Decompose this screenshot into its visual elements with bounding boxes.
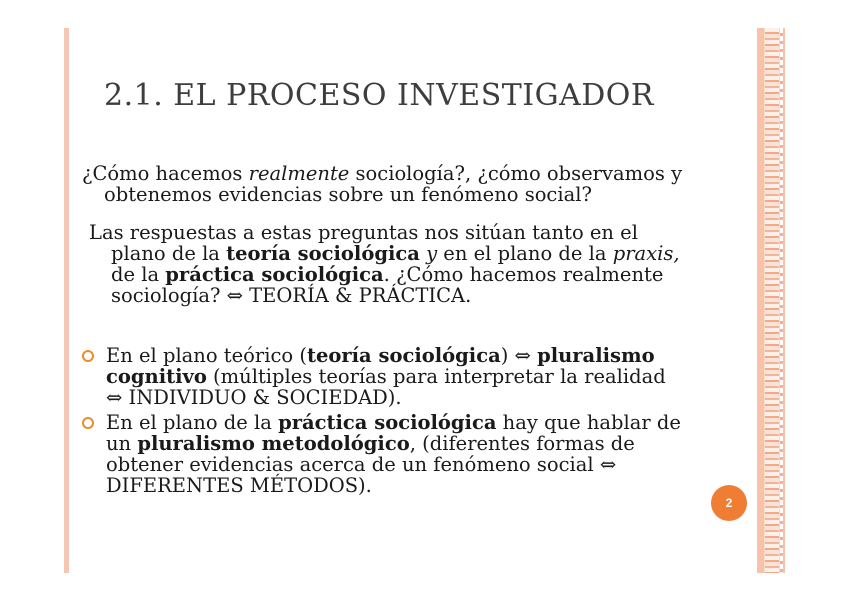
b1-mid: ) ⇔: [500, 344, 538, 367]
p1-italic: realmente: [248, 162, 350, 185]
p2-l2-pre: plano de la: [111, 242, 227, 265]
bullet-item-practice: [80, 412, 760, 496]
p2-l2-y: y: [419, 242, 438, 265]
left-decorative-rule: [64, 28, 69, 573]
right-decorative-band: [757, 28, 785, 573]
bullet-ring-icon: [82, 417, 94, 429]
bullet-list: [80, 345, 760, 500]
bullet-item-theory: [80, 345, 760, 408]
b2-line4: DIFERENTES MÉTODOS).: [106, 474, 372, 497]
p2-line2: [89, 243, 754, 264]
b1-line2: [106, 366, 760, 387]
p2-l3-post: . ¿Cómo hacemos realmente: [383, 263, 664, 286]
b2-line3: obtener evidencias acerca de un fenómeno social ⇔: [106, 453, 617, 476]
p2-l3-pre: de la: [111, 263, 166, 286]
b1-bold2: pluralismo: [537, 344, 655, 367]
p2-l3-bold: práctica sociológica: [165, 263, 384, 286]
p2-l2-bold: teoría sociológica: [226, 242, 420, 265]
question-paragraph: [82, 163, 752, 205]
p2-line3: [89, 264, 754, 285]
b1-bold1: teoría sociológica: [306, 344, 501, 367]
bullet-ring-icon: [82, 350, 94, 362]
p1-pre: ¿Cómo hacemos: [82, 162, 249, 185]
b1-bold3: cognitivo: [106, 365, 207, 388]
p1-post: sociología?, ¿cómo observamos y: [349, 162, 683, 185]
p1-line2: obtenemos evidencias sobre un fenómeno social?: [104, 183, 592, 206]
slide-title: 2.1. EL PROCESO INVESTIGADOR: [104, 78, 654, 113]
p2-l2-italic: praxis,: [612, 242, 680, 265]
b1-line3: ⇔ INDIVIDUO & SOCIEDAD).: [106, 386, 402, 409]
b1-post: (múltiples teorías para interpretar la realidad: [206, 365, 666, 388]
page-number-badge: 2: [711, 485, 747, 521]
b2-bold2: pluralismo metodológico: [137, 432, 410, 455]
band-edge: [780, 28, 783, 573]
band-pattern: [764, 28, 780, 573]
b2-bold1: práctica sociológica: [278, 411, 497, 434]
b1-pre: En el plano teórico (: [106, 344, 307, 367]
b2-l2-post: , (diferentes formas de: [409, 432, 635, 455]
p2-line1: Las respuestas a estas preguntas nos sitúan tanto en el: [89, 221, 638, 244]
p2-line4: sociología? ⇔ TEORÍA & PRÁCTICA.: [111, 284, 472, 307]
b2-l2-pre: un: [106, 432, 138, 455]
b2-pre: En el plano de la: [106, 411, 279, 434]
b2-post1: hay que hablar de: [496, 411, 681, 434]
answer-paragraph: [89, 222, 754, 306]
p2-l2-mid: en el plano de la: [437, 242, 613, 265]
b2-line2: [106, 433, 760, 454]
